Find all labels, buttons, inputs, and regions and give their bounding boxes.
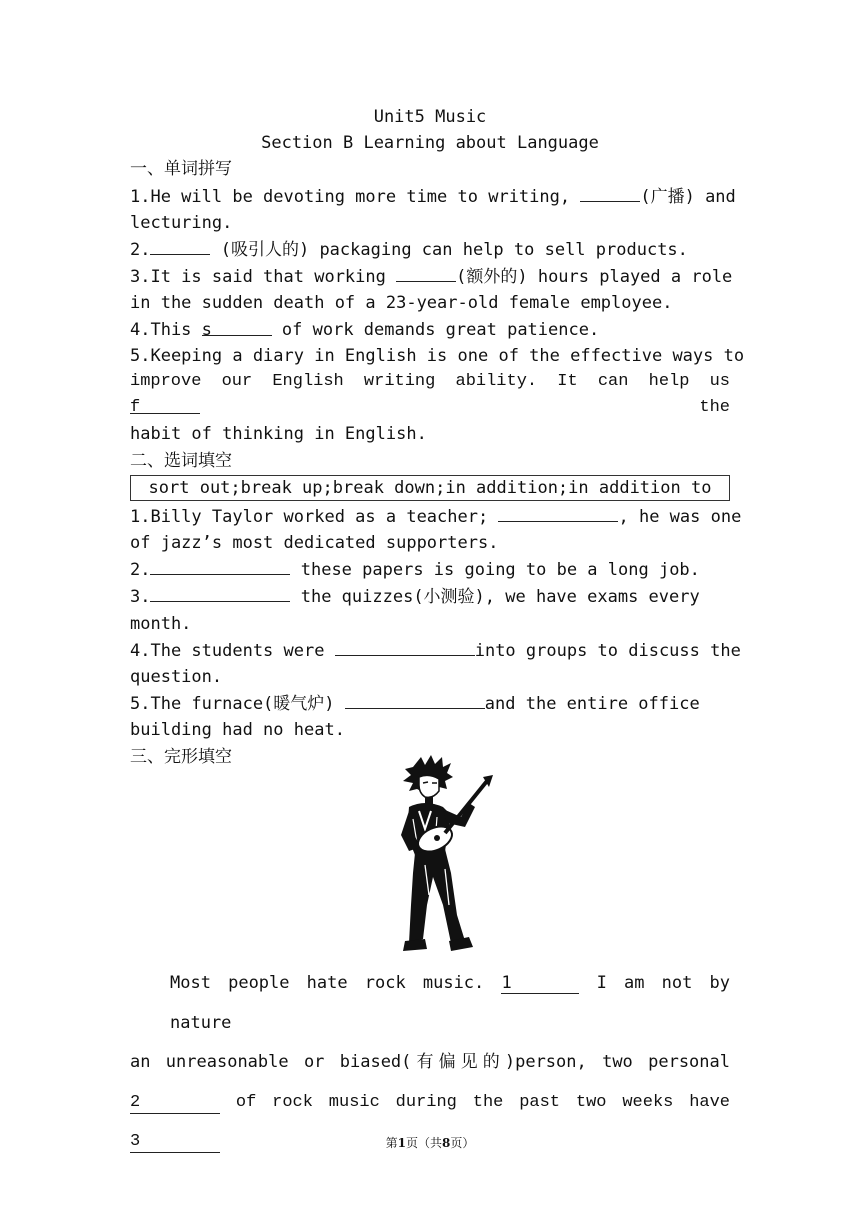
s1-q2-text: (吸引人的) packaging can help to sell products. bbox=[220, 240, 688, 261]
s1-question-3 bbox=[130, 263, 733, 290]
s1-question-2 bbox=[130, 236, 730, 263]
s1-q3-continued: in the sudden death of a 23-year-old female employee. bbox=[130, 293, 673, 314]
cloze-text: of rock music during the past two weeks have bbox=[235, 1092, 731, 1112]
s1-q1-continued: lecturing. bbox=[130, 212, 233, 233]
footer-mid: 页（共 bbox=[405, 1136, 442, 1150]
s1-q5-line2 bbox=[130, 369, 730, 421]
s2-q3-text: the quizzes(小测验), we have exams every bbox=[300, 587, 700, 608]
answer-blank[interactable] bbox=[345, 690, 485, 709]
s1-question-4 bbox=[130, 317, 730, 343]
worksheet-body bbox=[130, 104, 745, 770]
s1-question-1 bbox=[130, 183, 736, 210]
s2-q3-number: 3. bbox=[130, 587, 151, 608]
s2-question-4 bbox=[130, 637, 741, 664]
s2-q1-rest: , he was one bbox=[618, 506, 742, 527]
answer-blank[interactable] bbox=[201, 317, 272, 340]
s1-q3-text: 3.It is said that working bbox=[130, 267, 386, 288]
s2-q5-continued: building had no heat. bbox=[130, 720, 345, 741]
s2-question-3 bbox=[130, 583, 730, 610]
s2-q2-text: these papers is going to be a long job. bbox=[300, 560, 700, 581]
s2-question-1 bbox=[130, 503, 742, 530]
first-letter-hint: f bbox=[130, 398, 141, 418]
cloze-blank-1[interactable]: 1 bbox=[501, 973, 579, 994]
s1-q4-rest: of work demands great patience. bbox=[281, 319, 600, 340]
s2-q4-continued: question. bbox=[130, 667, 223, 688]
answer-blank[interactable] bbox=[498, 503, 618, 522]
section2-heading: 二、选词填空 bbox=[130, 450, 232, 471]
answer-blank[interactable] bbox=[150, 556, 290, 575]
s1-q5-text: improve our English writing ability. It can help us bbox=[130, 372, 730, 392]
s2-q3-continued: month. bbox=[130, 613, 192, 634]
cloze-text: I am not by nature bbox=[170, 973, 730, 1033]
section-title: Section B Learning about Language bbox=[261, 133, 599, 154]
s1-q2-number: 2. bbox=[130, 240, 151, 261]
s2-question-5 bbox=[130, 690, 730, 717]
s2-q1-continued: of jazz’s most dedicated supporters. bbox=[130, 533, 499, 554]
s2-q4-text: 4.The students were bbox=[130, 640, 325, 661]
s1-q1-text: 1.He will be devoting more time to writing, bbox=[130, 186, 571, 207]
s2-q5-rest: and the entire office bbox=[484, 694, 700, 715]
s2-q1-text: 1.Billy Taylor worked as a teacher; bbox=[130, 506, 489, 527]
s1-q5-line3: habit of thinking in English. bbox=[130, 424, 427, 445]
s1-q3-hint: (额外的) hours played a role bbox=[456, 267, 733, 288]
answer-blank[interactable] bbox=[396, 263, 456, 282]
footer-suffix: 页） bbox=[450, 1136, 475, 1150]
page-number: 1 bbox=[397, 1136, 406, 1150]
section3-heading: 三、完形填空 bbox=[130, 746, 232, 767]
cloze-line-2: an unreasonable or biased(有偏见的)person, two personal bbox=[130, 1052, 730, 1072]
s2-q5-text: 5.The furnace(暖气炉) bbox=[130, 694, 335, 715]
first-letter-hint: s bbox=[201, 319, 212, 340]
answer-blank[interactable] bbox=[150, 236, 210, 255]
s1-q4-text: 4.This bbox=[130, 319, 192, 340]
total-pages: 8 bbox=[442, 1136, 451, 1150]
answer-blank[interactable] bbox=[130, 395, 200, 418]
s2-question-2 bbox=[130, 556, 730, 583]
s2-q4-rest: into groups to discuss the bbox=[474, 640, 741, 661]
answer-blank[interactable] bbox=[150, 583, 290, 602]
guitarist-illustration-icon bbox=[395, 755, 495, 955]
answer-blank[interactable] bbox=[580, 183, 640, 202]
cloze-blank-3[interactable]: 3 bbox=[130, 1132, 220, 1153]
answer-blank[interactable] bbox=[335, 637, 475, 656]
cloze-blank-2[interactable]: 2 bbox=[130, 1093, 220, 1114]
unit-title: Unit5 Music bbox=[373, 107, 487, 127]
section1-heading: 一、单词拼写 bbox=[130, 159, 232, 180]
footer-prefix: 第 bbox=[385, 1136, 398, 1150]
page-footer bbox=[0, 1130, 860, 1156]
s1-q1-hint: (广播) and bbox=[640, 186, 736, 207]
s1-question-5: 5.Keeping a diary in English is one of the effective ways to bbox=[130, 345, 745, 366]
cloze-text: Most people hate rock music. bbox=[170, 973, 485, 993]
word-bank-box: sort out;break up;break down;in addition;in addition to bbox=[130, 475, 730, 501]
s1-q5-rest: the bbox=[699, 398, 730, 418]
s2-q2-number: 2. bbox=[130, 560, 151, 581]
cloze-line-1 bbox=[130, 964, 730, 1043]
